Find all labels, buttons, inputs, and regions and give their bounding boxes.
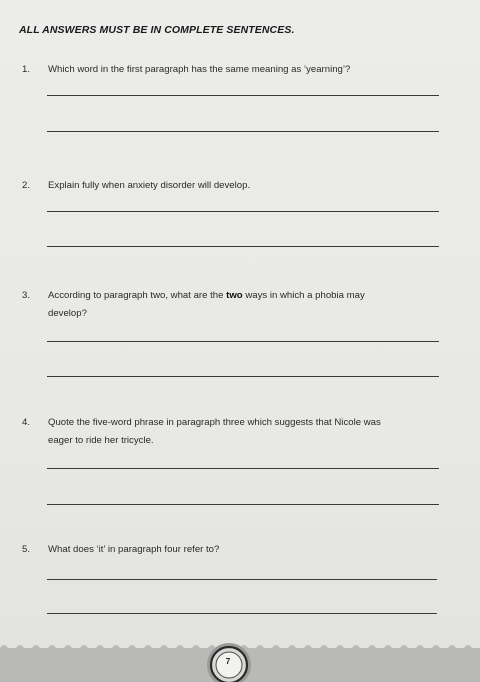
question-number: 2. [22,180,31,191]
question-text: What does ‘it’ in paragraph four refer to? [48,544,220,555]
answer-line[interactable] [47,613,437,614]
answer-line[interactable] [47,211,439,212]
emphasis-word: two [226,290,243,301]
answer-line[interactable] [47,341,439,342]
question-2 [22,177,452,197]
question-text: Quote the five-word phrase in paragraph three which suggests that Nicole was [48,417,381,428]
instructions-heading: ALL ANSWERS MUST BE IN COMPLETE SENTENCES. [19,24,295,36]
question-4 [22,414,452,454]
question-text [48,287,458,305]
page-number: 7 [225,657,231,666]
answer-line[interactable] [47,376,439,377]
question-1 [22,61,452,81]
question-text-part: ways in which a phobia may [242,290,365,301]
answer-line[interactable] [47,95,439,96]
answer-line[interactable] [47,579,437,580]
question-text: Explain fully when anxiety disorder will develop. [48,180,251,191]
question-number: 5. [22,544,31,555]
question-5 [22,541,452,561]
question-number: 1. [22,64,31,75]
answer-line[interactable] [47,468,439,469]
question-text-continued: eager to ride her tricycle. [48,435,154,446]
question-number: 4. [22,417,31,428]
question-number: 3. [22,290,31,301]
question-text-continued: develop? [48,308,87,319]
answer-line[interactable] [47,246,439,247]
answer-line[interactable] [47,131,439,132]
question-text: Which word in the first paragraph has the same meaning as ‘yearning’? [48,64,351,75]
question-3 [22,287,452,327]
question-text-part: According to paragraph two, what are the [48,290,227,301]
answer-line[interactable] [47,504,439,505]
